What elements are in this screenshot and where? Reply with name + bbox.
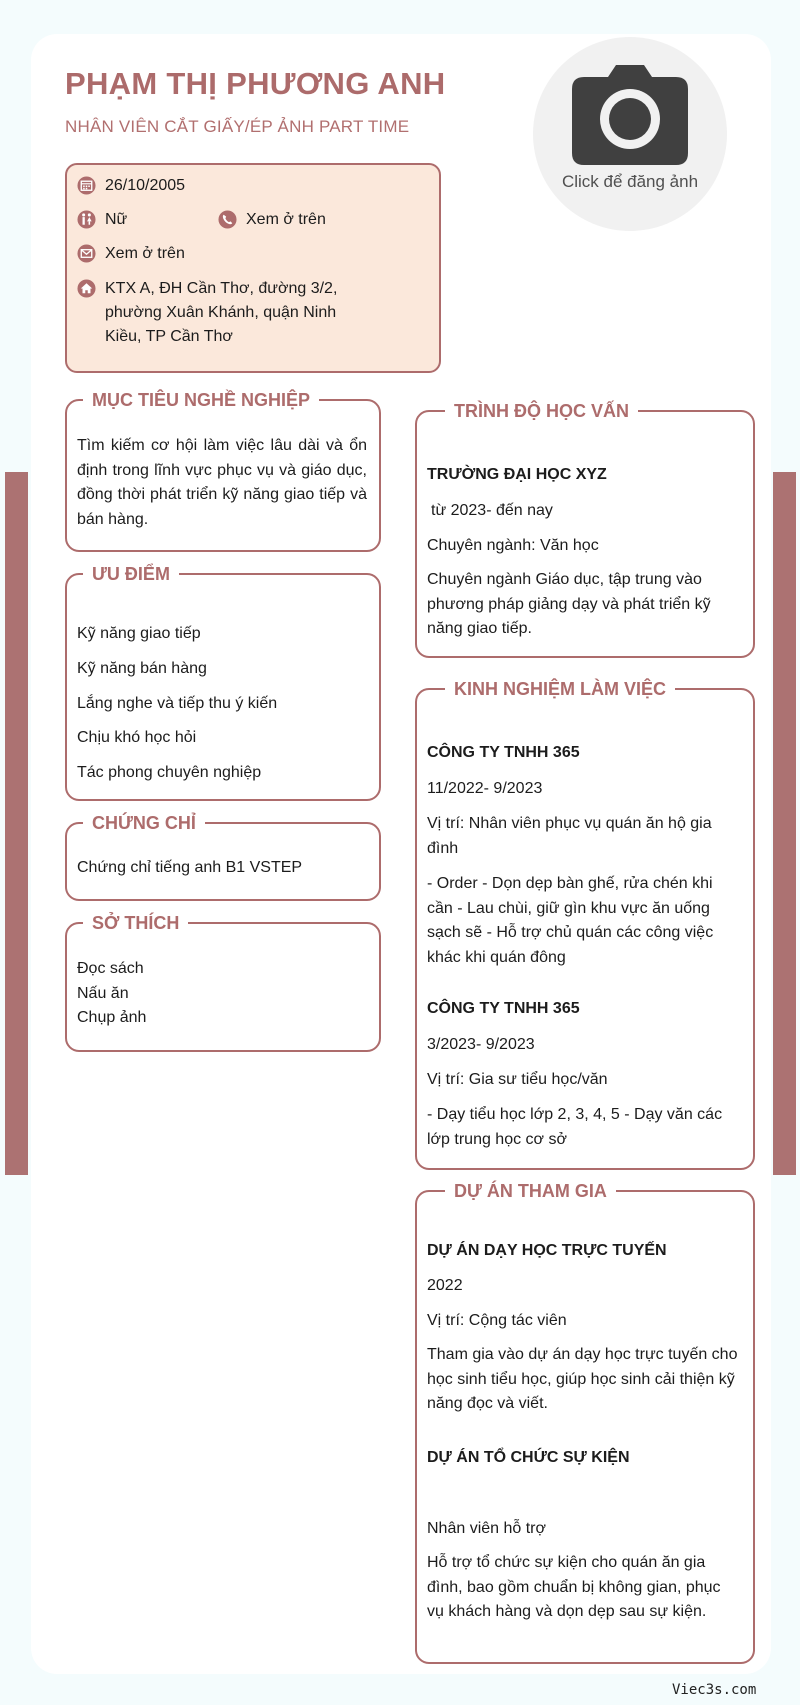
section-title: DỰ ÁN THAM GIA [445, 1179, 616, 1203]
gender-value: Nữ [105, 211, 128, 228]
section-career-objective [65, 390, 381, 552]
list-item: Kỹ năng giao tiếp [77, 625, 201, 642]
section-education [415, 401, 755, 658]
job-company: CÔNG TY TNHH 365 [427, 1000, 580, 1017]
contact-birthday [77, 174, 185, 198]
job-period: 11/2022- 9/2023 [427, 780, 543, 797]
list-item: Tác phong chuyên nghiệp [77, 764, 262, 781]
list-item: Chứng chỉ tiếng anh B1 VSTEP [77, 859, 303, 876]
school-name: TRƯỜNG ĐẠI HỌC XYZ [427, 466, 607, 483]
section-title: TRÌNH ĐỘ HỌC VẤN [445, 399, 638, 423]
education-major: Chuyên ngành: Văn học [427, 537, 599, 554]
project-role: Nhân viên hỗ trợ [427, 1520, 546, 1537]
section-title: MỤC TIÊU NGHỀ NGHIỆP [83, 388, 319, 412]
section-title: CHỨNG CHỈ [83, 811, 205, 835]
project-description: Tham gia vào dự án dạy học trực tuyến cho học sinh tiểu học, giúp học sinh cải thiện kỹ năng đọc và viết. [427, 1346, 738, 1412]
list-item: Nấu ăn [77, 985, 129, 1002]
project-description: Hỗ trợ tổ chức sự kiện cho quán ăn gia đình, bao gồm chuẩn bị không gian, phục vụ khách hàng và dọn dẹp sau sự kiện. [427, 1554, 721, 1620]
job-period: 3/2023- 9/2023 [427, 1036, 535, 1053]
section-work-experience [415, 679, 755, 1170]
list-item: Lắng nghe và tiếp thu ý kiến [77, 695, 278, 712]
decorative-side-bar-right [773, 472, 796, 1175]
project-name: DỰ ÁN TỔ CHỨC SỰ KIỆN [427, 1449, 630, 1466]
phone-value: Xem ở trên [246, 211, 326, 228]
calendar-icon [77, 176, 96, 195]
camera-icon [572, 65, 688, 165]
photo-upload[interactable] [533, 37, 727, 231]
contact-gender [77, 208, 127, 232]
education-period: từ 2023- đến nay [431, 502, 553, 519]
section-projects [415, 1181, 755, 1664]
section-title: SỞ THÍCH [83, 911, 188, 935]
job-description: - Order - Dọn dẹp bàn ghế, rửa chén khi cần - Lau chùi, giữ gìn khu vực ăn uống sạch sẽ - Hỗ trợ chủ quán các công việc khác khi quán đông [427, 875, 714, 966]
address-value: KTX A, ĐH Cần Thơ, đường 3/2, phường Xuân Khánh, quận Ninh Kiều, TP Cần Thơ [105, 280, 338, 345]
home-icon [77, 279, 96, 298]
project-role: Vị trí: Cộng tác viên [427, 1312, 567, 1329]
section-title: KINH NGHIỆM LÀM VIỆC [445, 677, 675, 701]
job-description: - Dạy tiểu học lớp 2, 3, 4, 5 - Dạy văn các lớp trung học cơ sở [427, 1106, 723, 1148]
contact-phone [218, 208, 326, 232]
objective-text: Tìm kiếm cơ hội làm việc lâu dài và ổn định trong lĩnh vực phục vụ và giáo dục, đồng thời phát triển kỹ năng giao tiếp và bán hàng. [77, 437, 367, 528]
phone-icon [218, 210, 237, 229]
photo-upload-label: Click để đăng ảnh [561, 172, 699, 191]
decorative-side-bar-left [5, 472, 28, 1175]
watermark: Viec3s.com [672, 1682, 757, 1698]
section-hobbies [65, 913, 381, 1052]
contact-address [77, 277, 377, 349]
mail-icon [77, 244, 96, 263]
section-certificates [65, 813, 381, 901]
education-description: Chuyên ngành Giáo dục, tập trung vào phương pháp giảng dạy và phát triển kỹ năng giao tiếp. [427, 571, 711, 637]
project-name: DỰ ÁN DẠY HỌC TRỰC TUYẾN [427, 1242, 667, 1259]
contact-info-box [65, 163, 441, 373]
job-company: CÔNG TY TNHH 365 [427, 744, 580, 761]
project-year: 2022 [427, 1277, 463, 1294]
list-item: Kỹ năng bán hàng [77, 660, 207, 677]
gender-icon [77, 210, 96, 229]
email-value: Xem ở trên [105, 245, 185, 262]
birthday-value: 26/10/2005 [105, 177, 186, 194]
job-position: Vị trí: Gia sư tiểu học/văn [427, 1071, 608, 1088]
candidate-name: PHẠM THỊ PHƯƠNG ANH [65, 66, 446, 101]
list-item: Đọc sách [77, 960, 144, 977]
contact-email [77, 242, 185, 266]
list-item: Chụp ảnh [77, 1009, 147, 1026]
list-item: Chịu khó học hỏi [77, 729, 197, 746]
job-position: Vị trí: Nhân viên phục vụ quán ăn hộ gia đình [427, 815, 712, 857]
section-strengths [65, 564, 381, 801]
job-title: NHÂN VIÊN CẮT GIẤY/ÉP ẢNH PART TIME [65, 117, 410, 136]
section-title: ƯU ĐIỂM [83, 562, 179, 586]
